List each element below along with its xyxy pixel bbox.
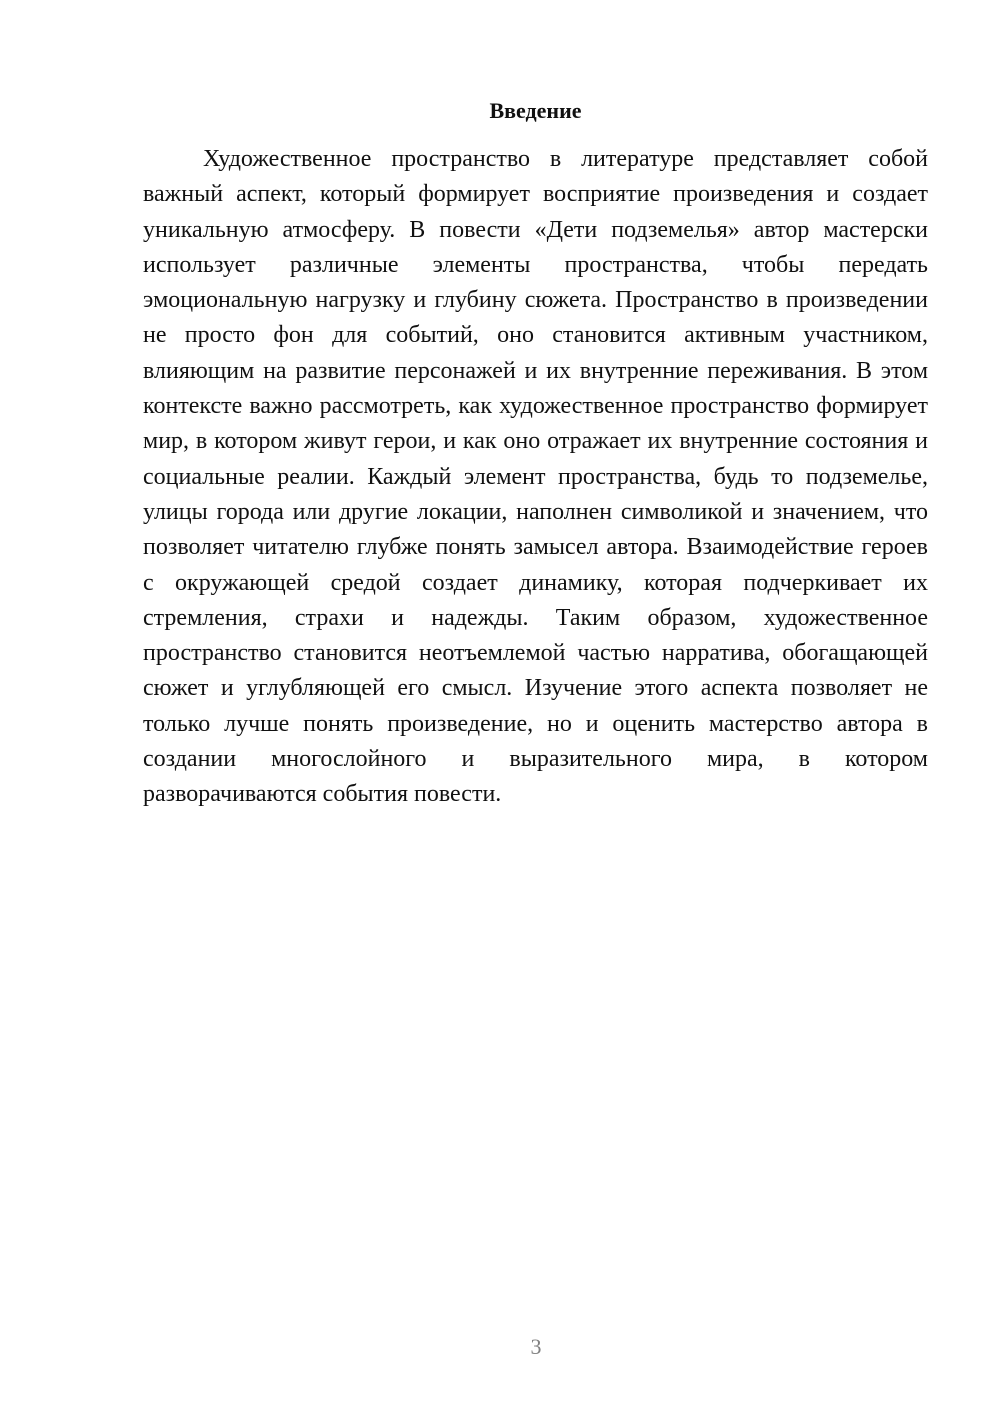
section-title: Введение bbox=[489, 98, 582, 123]
page-number: 3 bbox=[530, 1334, 542, 1359]
body-paragraph: Художественное пространство в литературе представляет собой важный аспект, который формирует восприятие произведения и создает уникальную атмосферу. В повести «Дети подземелья» автор мастерски использует различные элементы пространства, чтобы передать эмоциональную нагрузку и глубину сюжета. Пространство в произведении не просто фон для событий, оно становится активным участником, влияющим на развитие персонажей и их внутренние переживания. В этом контексте важно рассмотреть, как художественное пространство формирует мир, в котором живут герои, и как оно отражает их внутренние состояния и социальные реалии. Каждый элемент пространства, будь то подземелье, улицы города или другие локации, наполнен символикой и значением, что позволяет читателю глубже понять замысел автора. Взаимодействие героев с окружающей средой создает динамику, которая подчеркивает их стремления, страхи и надежды. Таким образом, художественное пространство становится неотъемлемой частью нарратива, обогащающей сюжет и углубляющей его смысл. Изучение этого аспекта позволяет не только лучше понять произведение, но и оценить мастерство автора в создании многослойного и выразительного мира, в котором разворачиваются события повести. bbox=[143, 146, 928, 808]
